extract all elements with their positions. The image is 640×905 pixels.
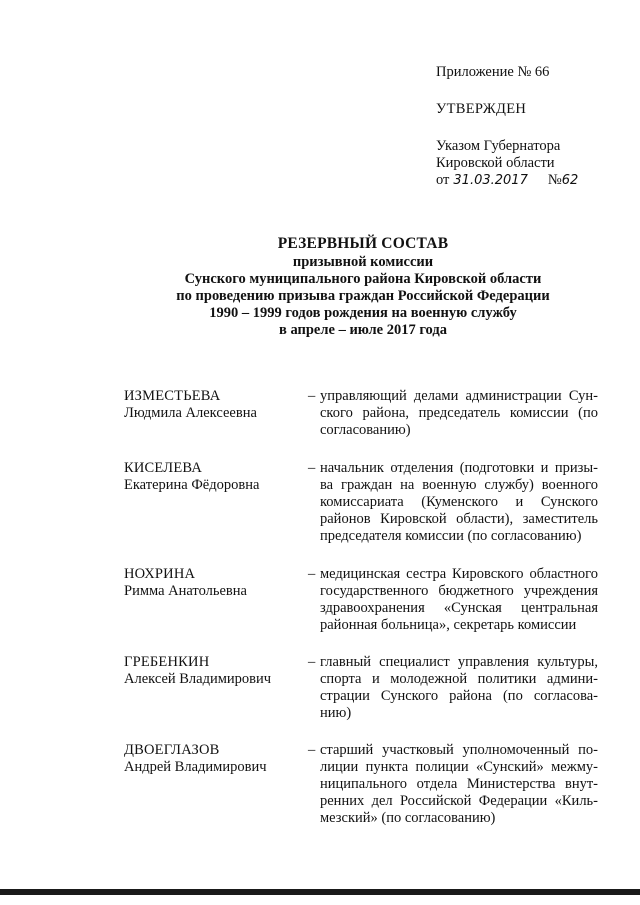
title-line-2: призывной комиссии	[292, 254, 434, 270]
title-line-5: 1990 – 1999 годов рождения на военную службу	[209, 305, 517, 321]
role-line: спорта и молодежной политики админи-	[320, 671, 598, 687]
member-surname: КИСЕЛЕВА	[124, 460, 203, 476]
role-line: ва граждан на военную службу) военного	[320, 477, 598, 493]
role-line: председателя комиссии (по согласованию)	[320, 528, 582, 544]
member-names	[124, 566, 304, 600]
member-surname: НОХРИНА	[124, 566, 196, 582]
member-names	[124, 388, 304, 422]
member-role	[320, 742, 598, 827]
member-names	[124, 460, 304, 494]
dash-separator: –	[308, 460, 316, 476]
appendix-number: Приложение № 66	[436, 64, 550, 80]
member-given-name: Людмила Алексеевна	[124, 405, 257, 421]
approval-header	[436, 64, 636, 189]
role-line: страции Сунского района (по согласова-	[320, 688, 598, 704]
title-line-4: по проведению призыва граждан Российской Федерации	[176, 288, 550, 304]
members-list	[124, 388, 604, 842]
bottom-scan-edge	[0, 889, 640, 895]
title-line-3: Сунского муниципального района Кировской области	[184, 271, 542, 287]
member-names	[124, 742, 304, 776]
member-entry	[124, 388, 604, 460]
member-role	[320, 388, 598, 439]
member-role	[320, 654, 598, 722]
member-entry	[124, 742, 604, 842]
member-role	[320, 566, 598, 634]
dash-separator: –	[308, 742, 316, 758]
handwritten-date: 31.03.2017	[453, 173, 528, 188]
member-given-name: Екатерина Фёдоровна	[124, 477, 260, 493]
role-line: нию)	[320, 705, 352, 721]
approved-label: УТВЕРЖДЕН	[436, 101, 527, 117]
role-line: начальник отделения (подготовки и призы-	[320, 460, 598, 476]
role-line: ского района, председатель комиссии (по	[320, 405, 598, 421]
member-given-name: Алексей Владимирович	[124, 671, 272, 687]
decree-date-line	[436, 172, 636, 189]
role-line: ниципального отдела Министерства внут-	[320, 776, 598, 792]
member-role	[320, 460, 598, 545]
role-line: государственного бюджетного учреждения	[320, 583, 598, 599]
role-line: согласованию)	[320, 422, 411, 438]
dash-separator: –	[308, 388, 316, 404]
role-line: районов Кировской области), заместитель	[320, 511, 598, 527]
date-prefix: от	[436, 172, 450, 188]
number-label: №	[547, 172, 562, 188]
member-given-name: Андрей Владимирович	[124, 759, 267, 775]
title-line-1: РЕЗЕРВНЫЙ СОСТАВ	[277, 235, 449, 252]
member-entry	[124, 654, 604, 742]
role-line: районная больница», секретарь комиссии	[320, 617, 577, 633]
role-line: лиции пункта полиции «Сунский» межму-	[320, 759, 598, 775]
member-given-name: Римма Анатольевна	[124, 583, 247, 599]
role-line: здравоохранения «Сунская центральная	[320, 600, 598, 616]
dash-separator: –	[308, 566, 316, 582]
document-title	[100, 235, 626, 339]
decree-line-1: Указом Губернатора	[436, 138, 561, 154]
role-line: ренних дел Российской Федерации «Киль-	[320, 793, 598, 809]
member-entry	[124, 460, 604, 566]
role-line: управляющий делами администрации Сун-	[320, 388, 598, 404]
title-line-6: в апреле – июле 2017 года	[279, 322, 447, 338]
handwritten-number: 62	[561, 173, 579, 188]
decree-line-2: Кировской области	[436, 155, 555, 171]
member-entry	[124, 566, 604, 654]
member-surname: ГРЕБЕНКИН	[124, 654, 210, 670]
dash-separator: –	[308, 654, 316, 670]
member-names	[124, 654, 304, 688]
member-surname: ДВОЕГЛАЗОВ	[124, 742, 220, 758]
role-line: медицинская сестра Кировского областного	[320, 566, 598, 582]
role-line: мезский» (по согласованию)	[320, 810, 496, 826]
role-line: главный специалист управления культуры,	[320, 654, 598, 670]
member-surname: ИЗМЕСТЬЕВА	[124, 388, 221, 404]
role-line: комиссариата (Куменского и Сунского	[320, 494, 598, 510]
role-line: старший участковый уполномоченный по-	[320, 742, 598, 758]
